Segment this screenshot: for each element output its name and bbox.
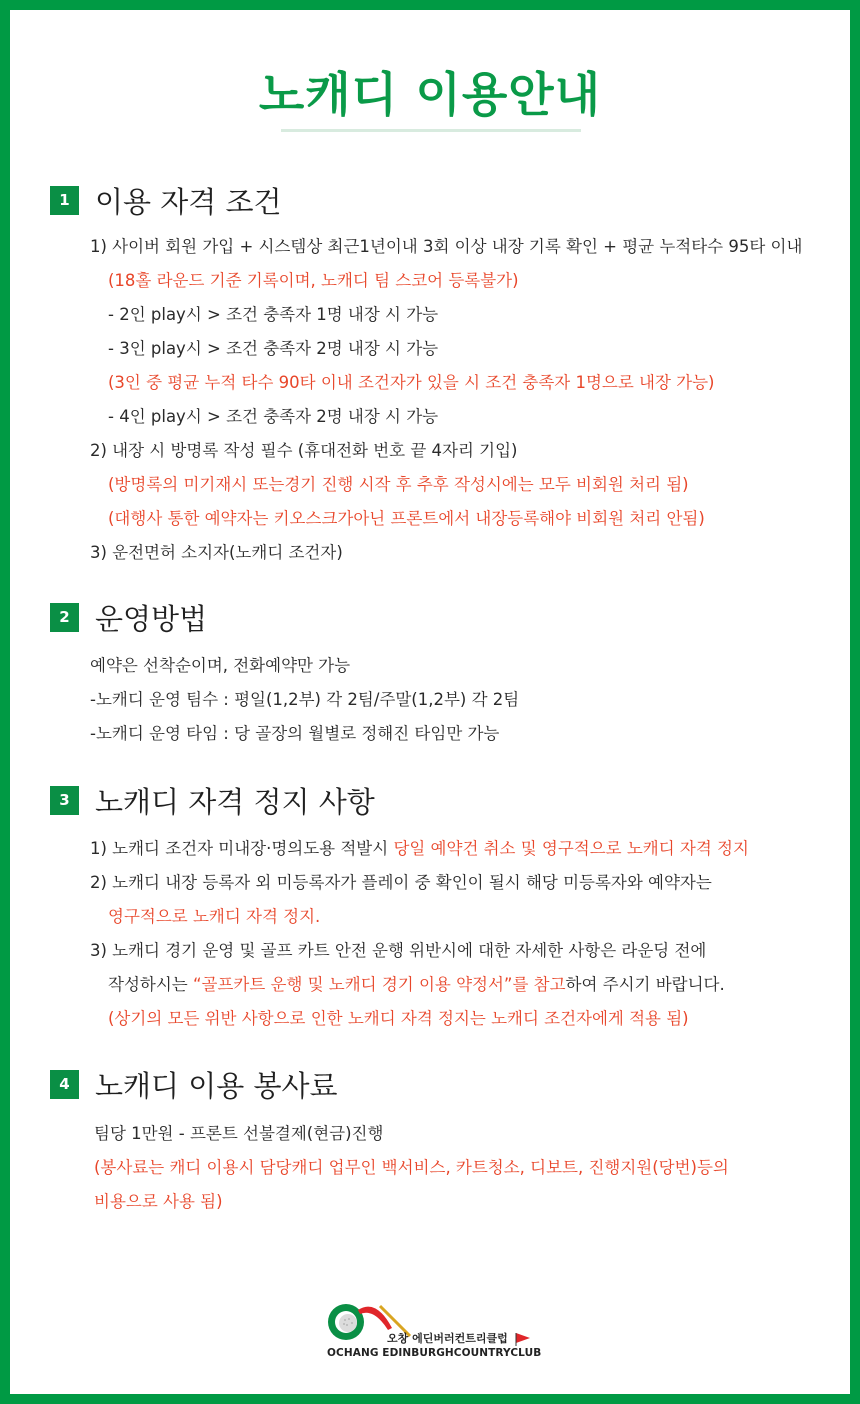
list-item-text: 하여 주시기 바랍니다. xyxy=(565,975,725,994)
section-number-badge: 3 xyxy=(50,786,79,815)
section-title: 운영방법 xyxy=(95,601,208,636)
list-item: 팀당 1만원 - 프론트 선불결제(현금)진행 xyxy=(94,1124,384,1143)
list-item xyxy=(108,973,725,997)
list-item-note: 비용으로 사용 됨) xyxy=(94,1192,223,1211)
section-2-header xyxy=(50,599,207,635)
section-number-badge: 2 xyxy=(50,603,79,632)
flag-icon xyxy=(516,1333,530,1343)
logo-english-name: OCHANG EDINBURGHCOUNTRYCLUB xyxy=(327,1347,542,1359)
section-1-header xyxy=(50,182,282,218)
section-4-header xyxy=(50,1066,338,1102)
list-item-note: (방명록의 미기재시 또는경기 진행 시작 후 추후 작성시에는 모두 비회원 처리 됨) xyxy=(108,475,689,494)
list-item: - 4인 play시 > 조건 충족자 2명 내장 시 가능 xyxy=(108,407,439,426)
section-title: 노캐디 자격 정지 사항 xyxy=(95,784,375,819)
list-item: - 3인 play시 > 조건 충족자 2명 내장 시 가능 xyxy=(108,339,439,358)
page-title: 노캐디 이용안내 xyxy=(258,68,602,123)
list-item: 2) 노캐디 내장 등록자 외 미등록자가 플레이 중 확인이 될시 해당 미등록자와 예약자는 xyxy=(90,873,712,892)
list-item: 예약은 선착순이며, 전화예약만 가능 xyxy=(90,656,351,675)
list-item-text: 1) 노캐디 조건자 미내장·명의도용 적발시 xyxy=(90,839,394,858)
list-item-emphasis: “골프카트 운행 및 노캐디 경기 이용 약정서”를 참고 xyxy=(192,975,566,994)
list-item: 1) 사이버 회원 가입 + 시스템상 최근1년이내 3회 이상 내장 기록 확인 + 평균 누적타수 95타 이내 xyxy=(90,237,803,256)
list-item-text: 작성하시는 xyxy=(108,975,193,994)
golf-ball-icon xyxy=(339,1314,357,1332)
list-item: -노캐디 운영 팀수 : 평일(1,2부) 각 2팀/주말(1,2부) 각 2팀 xyxy=(90,690,520,709)
list-item: 2) 내장 시 방명록 작성 필수 (휴대전화 번호 끝 4자리 기입) xyxy=(90,441,518,460)
title-underline xyxy=(281,129,581,132)
list-item: 3) 운전면허 소지자(노캐디 조건자) xyxy=(90,543,343,562)
section-title: 이용 자격 조건 xyxy=(95,184,282,219)
list-item: - 2인 play시 > 조건 충족자 1명 내장 시 가능 xyxy=(108,305,439,324)
list-item-note: (상기의 모든 위반 사항으로 인한 노캐디 자격 정지는 노캐디 조건자에게 적용 됨) xyxy=(108,1009,689,1028)
list-item-note: (3인 중 평균 누적 타수 90타 이내 조건자가 있을 시 조건 충족자 1명으로 내장 가능) xyxy=(108,373,715,392)
list-item-emphasis: 당일 예약건 취소 및 영구적으로 노캐디 자격 정지 xyxy=(393,839,749,858)
list-item xyxy=(90,837,749,861)
list-item: 3) 노캐디 경기 운영 및 골프 카트 안전 운행 위반시에 대한 자세한 사항은 라운딩 전에 xyxy=(90,941,707,960)
section-title: 노캐디 이용 봉사료 xyxy=(95,1068,338,1103)
list-item-emphasis: 영구적으로 노캐디 자격 정지. xyxy=(108,907,321,926)
section-number-badge: 4 xyxy=(50,1070,79,1099)
logo-korean-name: 오창 에딘버러컨트리클럽 xyxy=(387,1332,508,1345)
list-item: -노캐디 운영 타임 : 당 골장의 월별로 정해진 타임만 가능 xyxy=(90,724,500,743)
list-item-note: (봉사료는 캐디 이용시 담당캐디 업무인 백서비스, 카트청소, 디보트, 진행지원(당번)등의 xyxy=(94,1158,729,1177)
section-3-header xyxy=(50,782,375,818)
list-item-note: (18홀 라운드 기준 기록이며, 노캐디 팀 스코어 등록불가) xyxy=(108,271,519,290)
section-number-badge: 1 xyxy=(50,186,79,215)
list-item-note: (대행사 통한 예약자는 키오스크가아닌 프론트에서 내장등록해야 비회원 처리 안됨) xyxy=(108,509,705,528)
